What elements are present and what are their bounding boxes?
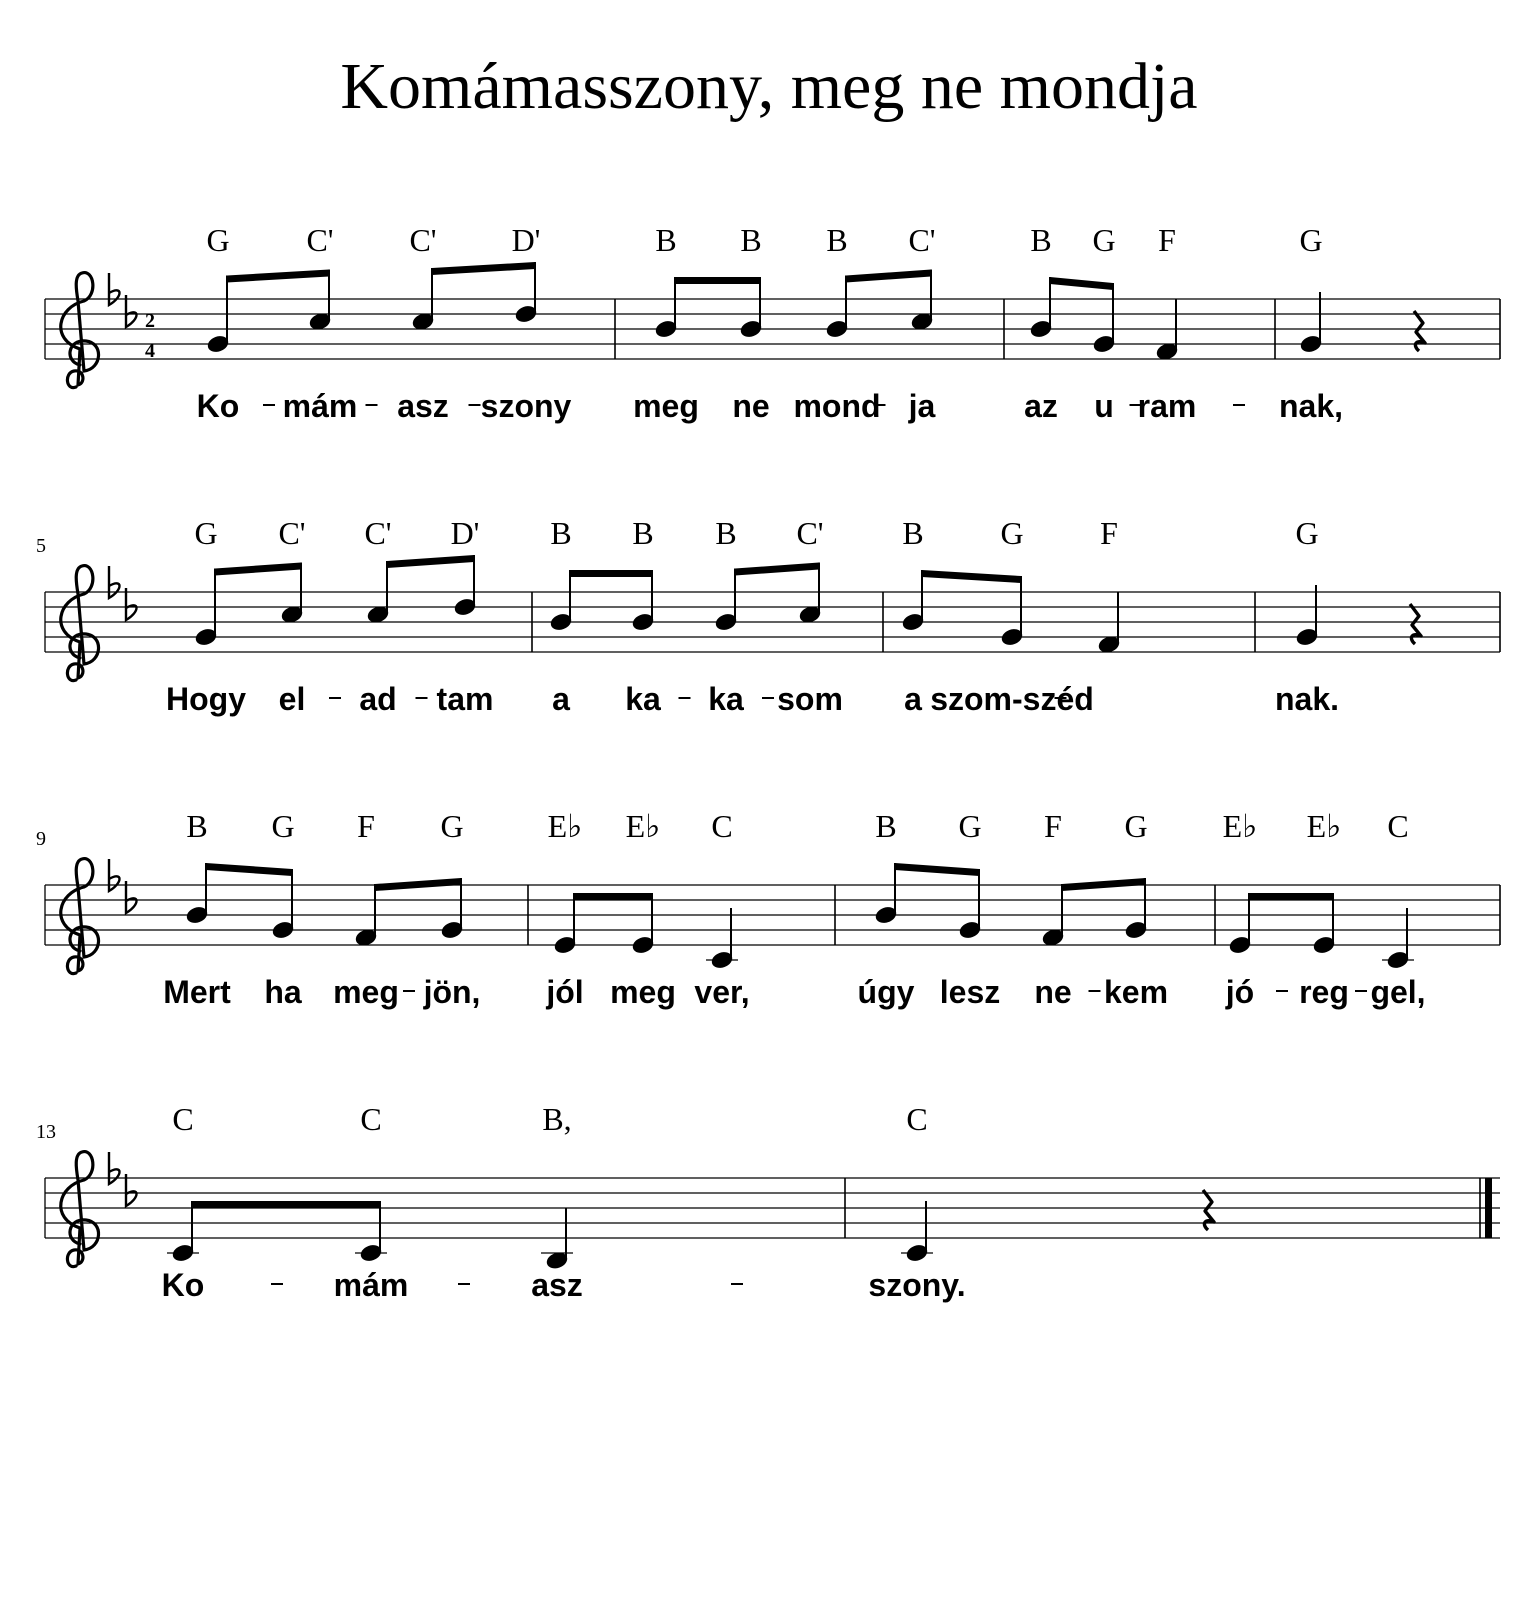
chord-symbol: B — [875, 808, 897, 844]
lyric-syllable: tam — [436, 681, 494, 717]
quarter-rest-icon — [1414, 311, 1425, 351]
key-signature-flat-e — [126, 588, 137, 620]
lyric-syllable: ne — [1034, 974, 1072, 1010]
chord-symbol: F — [357, 808, 375, 844]
chord-symbol: B — [655, 222, 677, 258]
lyric-syllable: reg — [1299, 974, 1349, 1010]
chord-symbol: C' — [364, 515, 392, 551]
chord-symbol: G — [1000, 515, 1024, 551]
lyric-syllable: a — [904, 681, 922, 717]
measure-number: 5 — [36, 535, 46, 557]
note-beam — [846, 270, 931, 283]
lyric-syllable: Ko — [196, 388, 240, 424]
lyric-syllable: jó — [1225, 974, 1255, 1010]
note-beam — [574, 893, 652, 900]
chord-symbol: B — [902, 515, 924, 551]
note-beam — [675, 277, 760, 284]
chord-symbol: F — [1100, 515, 1118, 551]
chord-symbol: G — [1092, 222, 1116, 258]
note-beam — [1062, 878, 1145, 891]
note-beam — [192, 1201, 380, 1208]
chord-symbol: B, — [542, 1101, 572, 1137]
lyric-syllable: ver, — [694, 974, 750, 1010]
chord-symbol: G — [271, 808, 295, 844]
chord-symbol: E♭ — [625, 808, 661, 844]
note-beam — [922, 570, 1021, 583]
quarter-rest-icon — [1203, 1190, 1214, 1230]
key-signature-flat-b — [109, 273, 120, 305]
music-systems — [36, 222, 1500, 1303]
chord-symbol: C' — [306, 222, 334, 258]
chord-symbol: C — [1387, 808, 1409, 844]
lyric-syllable: u — [1094, 388, 1114, 424]
music-system — [45, 222, 1500, 424]
lyric-syllable: mám — [333, 1267, 409, 1303]
lyric-syllable: a — [552, 681, 570, 717]
chord-symbol: F — [1044, 808, 1062, 844]
chord-symbol: G — [206, 222, 230, 258]
key-signature-flat-e — [126, 1174, 137, 1206]
music-system — [36, 515, 1500, 717]
lyric-syllable: jól — [546, 974, 584, 1010]
time-signature-numerator: 2 — [145, 310, 155, 332]
song-title: Komámasszony, meg ne mondja — [340, 50, 1198, 123]
chord-symbol: C — [711, 808, 733, 844]
note-beam — [432, 262, 535, 275]
lyric-syllable: mám — [282, 388, 358, 424]
note-beam — [375, 878, 461, 891]
note-beam — [1050, 277, 1113, 290]
lyric-syllable: szony — [480, 388, 572, 424]
lyric-syllable: nak, — [1278, 388, 1344, 424]
lyric-syllable: ja — [908, 388, 936, 424]
lyric-syllable: Hogy — [166, 681, 246, 717]
chord-symbol: C — [360, 1101, 382, 1137]
treble-clef-icon — [61, 566, 99, 681]
lyric-syllable: szony. — [868, 1267, 966, 1303]
quarter-rest-icon — [1410, 604, 1421, 644]
note-beam — [570, 570, 652, 577]
chord-symbol: G — [1124, 808, 1148, 844]
lyric-syllable: asz — [397, 388, 449, 424]
chord-symbol: C — [906, 1101, 928, 1137]
lyric-syllable: ram — [1137, 388, 1197, 424]
chord-symbol: D' — [450, 515, 480, 551]
lyric-syllable: meg — [333, 974, 399, 1010]
lyric-syllable: ne — [732, 388, 770, 424]
measure-number: 9 — [36, 828, 46, 850]
chord-symbol: B — [740, 222, 762, 258]
lyric-syllable: Mert — [163, 974, 231, 1010]
lyric-syllable: ka — [708, 681, 744, 717]
lyric-syllable: szom-széd — [930, 681, 1094, 717]
final-bar-line-thick — [1485, 1178, 1492, 1238]
key-signature-flat-b — [109, 566, 120, 598]
chord-symbol: G — [958, 808, 982, 844]
lyric-syllable: kem — [1103, 974, 1169, 1010]
treble-clef-icon — [61, 273, 99, 388]
note-beam — [1249, 893, 1333, 900]
measure-number: 13 — [36, 1121, 56, 1143]
music-system — [36, 1101, 1500, 1303]
chord-symbol: B — [632, 515, 654, 551]
chord-symbol: F — [1158, 222, 1176, 258]
chord-symbol: C' — [796, 515, 824, 551]
note-beam — [215, 563, 301, 576]
key-signature-flat-e — [126, 881, 137, 913]
chord-symbol: C' — [278, 515, 306, 551]
chord-symbol: B — [826, 222, 848, 258]
chord-symbol: D' — [511, 222, 541, 258]
chord-symbol: G — [194, 515, 218, 551]
note-beam — [387, 555, 474, 568]
music-system — [36, 808, 1500, 1010]
time-signature-denominator: 4 — [145, 340, 155, 362]
chord-symbol: B — [550, 515, 572, 551]
chord-symbol: G — [1299, 222, 1323, 258]
note-beam — [735, 563, 819, 576]
lyric-syllable: ka — [625, 681, 661, 717]
note-beam — [895, 863, 979, 876]
treble-clef-icon — [61, 1152, 99, 1267]
key-signature-flat-b — [109, 859, 120, 891]
chord-symbol: B — [715, 515, 737, 551]
chord-symbol: B — [1030, 222, 1052, 258]
lyric-syllable: ha — [264, 974, 302, 1010]
note-beam — [206, 863, 292, 876]
lyric-syllable: lesz — [939, 974, 1001, 1010]
chord-symbol: C' — [409, 222, 437, 258]
lyric-syllable: el — [278, 681, 306, 717]
chord-symbol: G — [440, 808, 464, 844]
key-signature-flat-e — [126, 295, 137, 327]
chord-symbol: E♭ — [1222, 808, 1258, 844]
lyric-syllable: úgy — [857, 974, 915, 1010]
lyric-syllable: jön, — [423, 974, 481, 1010]
lyric-syllable: Ko — [161, 1267, 205, 1303]
lyric-syllable: mond — [793, 388, 881, 424]
chord-symbol: E♭ — [1306, 808, 1342, 844]
treble-clef-icon — [61, 859, 99, 974]
key-signature-flat-b — [109, 1152, 120, 1184]
chord-symbol: B — [186, 808, 208, 844]
lyric-syllable: meg — [610, 974, 676, 1010]
chord-symbol: G — [1295, 515, 1319, 551]
lyric-syllable: nak. — [1274, 681, 1340, 717]
lyric-syllable: ad — [359, 681, 397, 717]
lyric-syllable: az — [1024, 388, 1058, 424]
lyric-syllable: asz — [531, 1267, 583, 1303]
chord-symbol: C' — [908, 222, 936, 258]
lyric-syllable: som — [777, 681, 843, 717]
lyric-syllable: meg — [633, 388, 699, 424]
chord-symbol: E♭ — [547, 808, 583, 844]
chord-symbol: C — [172, 1101, 194, 1137]
note-beam — [227, 270, 329, 283]
lyric-syllable: gel, — [1370, 974, 1426, 1010]
